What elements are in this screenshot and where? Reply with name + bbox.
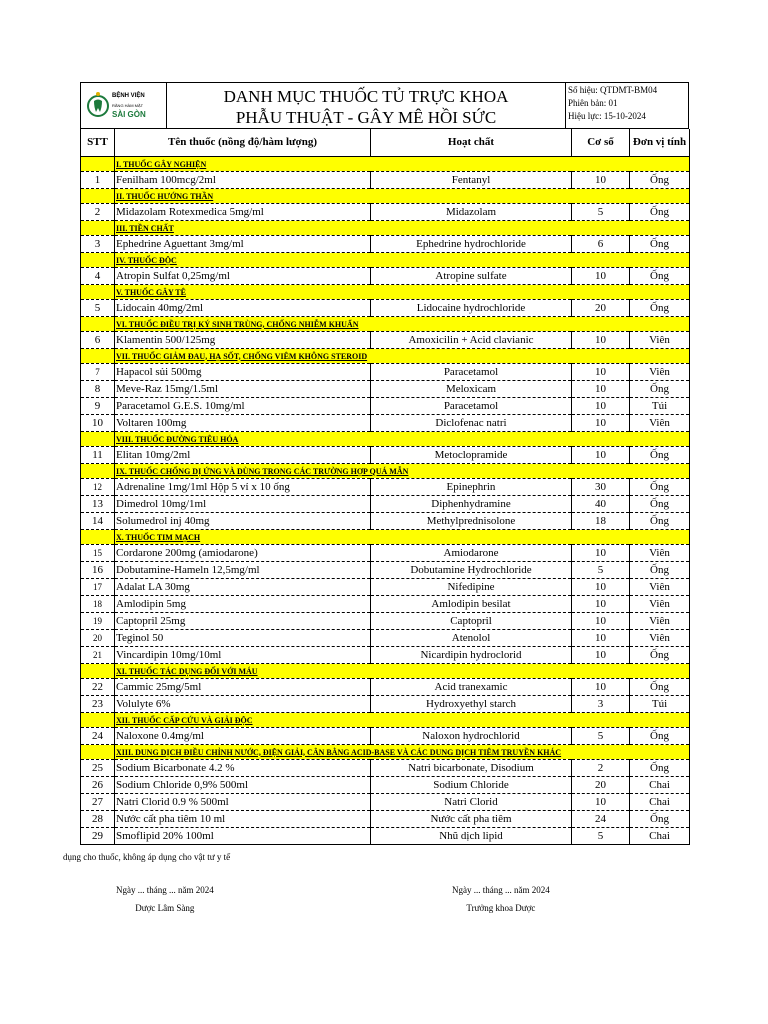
cell-stt: 23 (81, 696, 115, 713)
section-row (81, 157, 690, 172)
cell-stt: 12 (81, 479, 115, 496)
section-spacer (81, 157, 115, 172)
section-spacer (81, 189, 115, 204)
cell-base: 18 (572, 513, 630, 530)
table-row (81, 596, 690, 613)
table-row (81, 268, 690, 285)
left-signature (116, 881, 214, 917)
section-row (81, 664, 690, 679)
section-spacer (81, 664, 115, 679)
cell-stt: 2 (81, 204, 115, 221)
cell-stt: 19 (81, 613, 115, 630)
cell-name: Meve-Raz 15mg/1.5ml (115, 381, 371, 398)
cell-name: Adalat LA 30mg (115, 579, 371, 596)
cell-ingredient: Amlodipin besilat (371, 596, 572, 613)
section-row (81, 349, 690, 364)
cell-base: 10 (572, 268, 630, 285)
table-row (81, 172, 690, 189)
table-row (81, 415, 690, 432)
cell-ingredient: Hydroxyethyl starch (371, 696, 572, 713)
section-row (81, 713, 690, 728)
drug-list-sheet (80, 82, 689, 845)
cell-stt: 13 (81, 496, 115, 513)
cell-name: Midazolam Rotexmedica 5mg/ml (115, 204, 371, 221)
cell-name: Sodium Bicarbonate 4.2 % (115, 760, 371, 777)
section-title: X. THUỐC TIM MẠCH (115, 530, 690, 545)
cell-stt: 25 (81, 760, 115, 777)
cell-base: 2 (572, 760, 630, 777)
cell-stt: 24 (81, 728, 115, 745)
table-row (81, 513, 690, 530)
section-spacer (81, 464, 115, 479)
cell-base: 10 (572, 596, 630, 613)
cell-name: Elitan 10mg/2ml (115, 447, 371, 464)
cell-ingredient: Sodium Chloride (371, 777, 572, 794)
section-spacer (81, 221, 115, 236)
cell-unit: Ống (630, 647, 690, 664)
cell-unit: Ống (630, 447, 690, 464)
logo-line-1: BỆNH VIỆN (112, 93, 145, 99)
title-line-2: PHẪU THUẬT - GÂY MÊ HỒI SỨC (235, 108, 497, 127)
logo-text (112, 92, 146, 119)
section-title: XIII. DUNG DỊCH ĐIỀU CHỈNH NƯỚC, ĐIỆN GIẢI, CÂN BẰNG ACID-BASE VÀ CÁC DUNG DỊCH TIÊM TRUYỀN KHÁC (115, 745, 690, 760)
section-spacer (81, 317, 115, 332)
table-row (81, 398, 690, 415)
cell-name: Atropin Sulfat 0,25mg/ml (115, 268, 371, 285)
section-row (81, 317, 690, 332)
cell-ingredient: Midazolam (371, 204, 572, 221)
cell-ingredient: Nicardipin hydroclorid (371, 647, 572, 664)
cell-ingredient: Naloxon hydrochlorid (371, 728, 572, 745)
cell-ingredient: Natri bicarbonate, Disodium (371, 760, 572, 777)
cell-ingredient: Acid tranexamic (371, 679, 572, 696)
section-title: II. THUỐC HƯỚNG THẦN (115, 189, 690, 204)
cell-name: Smoflipid 20% 100ml (115, 828, 371, 845)
document-header (80, 82, 689, 129)
cell-name: Ephedrine Aguettant 3mg/ml (115, 236, 371, 253)
cell-name: Captopril 25mg (115, 613, 371, 630)
cell-base: 10 (572, 613, 630, 630)
table-row (81, 447, 690, 464)
cell-unit: Ống (630, 300, 690, 317)
cell-stt: 27 (81, 794, 115, 811)
cell-stt: 3 (81, 236, 115, 253)
section-spacer (81, 253, 115, 268)
cell-base: 10 (572, 398, 630, 415)
tooth-logo-icon (87, 91, 109, 121)
section-spacer (81, 432, 115, 447)
cell-ingredient: Atropine sulfate (371, 268, 572, 285)
logo-line-3: SÀI GÒN (112, 110, 146, 119)
section-title: I. THUỐC GÂY NGHIỆN (115, 157, 690, 172)
table-row (81, 679, 690, 696)
table-row (81, 613, 690, 630)
cell-stt: 4 (81, 268, 115, 285)
cell-unit: Viên (630, 579, 690, 596)
table-row (81, 630, 690, 647)
table-row (81, 696, 690, 713)
section-title: IV. THUỐC ĐỘC (115, 253, 690, 268)
cell-unit: Viên (630, 364, 690, 381)
table-row (81, 728, 690, 745)
cell-unit: Ống (630, 268, 690, 285)
cell-stt: 15 (81, 545, 115, 562)
cell-ingredient: Nhũ dịch lipid (371, 828, 572, 845)
cell-unit: Ống (630, 236, 690, 253)
cell-ingredient: Paracetamol (371, 364, 572, 381)
table-row (81, 777, 690, 794)
col-stt: STT (81, 129, 115, 157)
cell-base: 10 (572, 381, 630, 398)
cell-name: Klamentin 500/125mg (115, 332, 371, 349)
table-row (81, 236, 690, 253)
cell-stt: 18 (81, 596, 115, 613)
table-row (81, 579, 690, 596)
section-row (81, 530, 690, 545)
cell-ingredient: Natri Clorid (371, 794, 572, 811)
doc-code: Số hiệu: QTDMT-BM04 (568, 85, 658, 95)
cell-stt: 22 (81, 679, 115, 696)
right-signer: Trưởng khoa Dược (466, 903, 536, 913)
table-row (81, 300, 690, 317)
cell-stt: 11 (81, 447, 115, 464)
cell-name: Hapacol sủi 500mg (115, 364, 371, 381)
cell-unit: Chai (630, 828, 690, 845)
section-spacer (81, 745, 115, 760)
section-spacer (81, 349, 115, 364)
cell-unit: Viên (630, 332, 690, 349)
section-title: IX. THUỐC CHỐNG DỊ ỨNG VÀ DÙNG TRONG CÁC TRƯỜNG HỢP QUÁ MẪN (115, 464, 690, 479)
cell-ingredient: Amiodarone (371, 545, 572, 562)
table-row (81, 647, 690, 664)
cell-base: 10 (572, 364, 630, 381)
cell-base: 10 (572, 332, 630, 349)
cell-unit: Viên (630, 545, 690, 562)
right-signature (452, 881, 550, 917)
cell-stt: 29 (81, 828, 115, 845)
cell-ingredient: Diclofenac natri (371, 415, 572, 432)
cell-base: 10 (572, 579, 630, 596)
col-ingredient: Hoạt chất (371, 129, 572, 157)
section-title: XI. THUỐC TÁC DỤNG ĐỐI VỚI MÁU (115, 664, 690, 679)
cell-name: Adrenaline 1mg/1ml Hộp 5 vỉ x 10 ống (115, 479, 371, 496)
table-row (81, 828, 690, 845)
section-row (81, 745, 690, 760)
logo-line-2: RĂNG HÀM MẶT (112, 103, 144, 108)
cell-ingredient: Nifedipine (371, 579, 572, 596)
cell-ingredient: Dobutamine Hydrochloride (371, 562, 572, 579)
cell-ingredient: Metoclopramide (371, 447, 572, 464)
drug-table-body (81, 157, 690, 845)
cell-name: Amlodipin 5mg (115, 596, 371, 613)
cell-unit: Chai (630, 777, 690, 794)
cell-base: 5 (572, 562, 630, 579)
cell-name: Natri Clorid 0.9 % 500ml (115, 794, 371, 811)
section-title: VII. THUỐC GIẢM ĐAU, HẠ SỐT, CHỐNG VIÊM KHÔNG STEROID (115, 349, 690, 364)
cell-base: 10 (572, 415, 630, 432)
cell-name: Teginol 50 (115, 630, 371, 647)
cell-unit: Túi (630, 398, 690, 415)
cell-base: 5 (572, 204, 630, 221)
cell-stt: 28 (81, 811, 115, 828)
section-title: VI. THUỐC ĐIỀU TRỊ KÝ SINH TRÙNG, CHỐNG NHIỄM KHUẨN (115, 317, 690, 332)
cell-unit: Túi (630, 696, 690, 713)
cell-unit: Viên (630, 596, 690, 613)
cell-stt: 8 (81, 381, 115, 398)
cell-ingredient: Ephedrine hydrochloride (371, 236, 572, 253)
cell-unit: Ống (630, 381, 690, 398)
section-row (81, 189, 690, 204)
cell-unit: Ống (630, 513, 690, 530)
cell-name: Sodium Chloride 0,9% 500ml (115, 777, 371, 794)
cell-unit: Ống (630, 811, 690, 828)
cell-unit: Chai (630, 794, 690, 811)
section-spacer (81, 285, 115, 300)
hospital-logo (81, 83, 167, 128)
title-line-1: DANH MỤC THUỐC TỦ TRỰC KHOA (223, 87, 509, 106)
cell-ingredient: Lidocaine hydrochloride (371, 300, 572, 317)
cell-name: Vincardipin 10mg/10ml (115, 647, 371, 664)
cell-stt: 16 (81, 562, 115, 579)
cell-name: Paracetamol G.E.S. 10mg/ml (115, 398, 371, 415)
cell-base: 10 (572, 447, 630, 464)
cell-name: Naloxone 0.4mg/ml (115, 728, 371, 745)
table-row (81, 794, 690, 811)
cell-base: 10 (572, 794, 630, 811)
right-date: Ngày ... tháng ... năm 2024 (452, 885, 550, 895)
cell-base: 10 (572, 172, 630, 189)
cell-unit: Viên (630, 415, 690, 432)
section-title: III. TIỀN CHẤT (115, 221, 690, 236)
cell-unit: Ống (630, 760, 690, 777)
cell-base: 30 (572, 479, 630, 496)
section-spacer (81, 713, 115, 728)
cell-stt: 14 (81, 513, 115, 530)
cell-name: Dobutamine-Hameln 12,5mg/ml (115, 562, 371, 579)
col-unit: Đơn vị tính (630, 129, 690, 157)
cell-base: 10 (572, 545, 630, 562)
footnote: dụng cho thuốc, không áp dụng cho vật tư y tế (63, 852, 231, 862)
cell-name: Solumedrol inj 40mg (115, 513, 371, 530)
cell-name: Lidocain 40mg/2ml (115, 300, 371, 317)
table-row (81, 381, 690, 398)
cell-base: 6 (572, 236, 630, 253)
cell-base: 20 (572, 777, 630, 794)
table-header-row (81, 129, 690, 157)
cell-unit: Ống (630, 172, 690, 189)
cell-base: 10 (572, 630, 630, 647)
cell-stt: 9 (81, 398, 115, 415)
table-row (81, 562, 690, 579)
cell-ingredient: Diphenhydramine (371, 496, 572, 513)
cell-ingredient: Paracetamol (371, 398, 572, 415)
cell-ingredient: Amoxicilin + Acid clavianic (371, 332, 572, 349)
cell-stt: 6 (81, 332, 115, 349)
cell-unit: Viên (630, 630, 690, 647)
section-row (81, 432, 690, 447)
cell-unit: Ống (630, 562, 690, 579)
cell-unit: Ống (630, 496, 690, 513)
cell-name: Cammic 25mg/5ml (115, 679, 371, 696)
col-base: Cơ số (572, 129, 630, 157)
doc-effective: Hiệu lực: 15-10-2024 (568, 111, 646, 121)
cell-ingredient: Captopril (371, 613, 572, 630)
cell-name: Volulyte 6% (115, 696, 371, 713)
cell-unit: Ống (630, 479, 690, 496)
cell-base: 20 (572, 300, 630, 317)
section-title: V. THUỐC GÂY TÊ (115, 285, 690, 300)
cell-base: 40 (572, 496, 630, 513)
cell-stt: 10 (81, 415, 115, 432)
drug-table (80, 129, 690, 845)
cell-base: 5 (572, 728, 630, 745)
cell-name: Cordarone 200mg (amiodarone) (115, 545, 371, 562)
cell-unit: Viên (630, 613, 690, 630)
cell-name: Nước cất pha tiêm 10 ml (115, 811, 371, 828)
cell-base: 5 (572, 828, 630, 845)
cell-stt: 26 (81, 777, 115, 794)
cell-ingredient: Nước cất pha tiêm (371, 811, 572, 828)
col-name: Tên thuốc (nồng độ/hàm lượng) (115, 129, 371, 157)
section-row (81, 464, 690, 479)
table-row (81, 204, 690, 221)
left-date: Ngày ... tháng ... năm 2024 (116, 885, 214, 895)
cell-base: 10 (572, 647, 630, 664)
section-row (81, 253, 690, 268)
cell-ingredient: Atenolol (371, 630, 572, 647)
cell-stt: 7 (81, 364, 115, 381)
cell-base: 24 (572, 811, 630, 828)
cell-stt: 5 (81, 300, 115, 317)
cell-ingredient: Meloxicam (371, 381, 572, 398)
section-title: XII. THUỐC CẤP CỨU VÀ GIẢI ĐỘC (115, 713, 690, 728)
section-spacer (81, 530, 115, 545)
cell-unit: Ống (630, 679, 690, 696)
table-row (81, 545, 690, 562)
table-row (81, 364, 690, 381)
cell-stt: 21 (81, 647, 115, 664)
table-row (81, 811, 690, 828)
table-row (81, 479, 690, 496)
document-meta (566, 83, 688, 128)
cell-name: Fenilham 100mcg/2ml (115, 172, 371, 189)
cell-ingredient: Epinephrin (371, 479, 572, 496)
cell-stt: 20 (81, 630, 115, 647)
cell-name: Voltaren 100mg (115, 415, 371, 432)
cell-ingredient: Fentanyl (371, 172, 572, 189)
document-title (167, 83, 566, 128)
table-row (81, 496, 690, 513)
cell-stt: 17 (81, 579, 115, 596)
cell-unit: Ống (630, 728, 690, 745)
left-signer: Dược Lâm Sàng (135, 903, 195, 913)
table-row (81, 760, 690, 777)
doc-version: Phiên bản: 01 (568, 98, 618, 108)
cell-stt: 1 (81, 172, 115, 189)
cell-ingredient: Methylprednisolone (371, 513, 572, 530)
section-title: VIII. THUỐC ĐƯỜNG TIÊU HÓA (115, 432, 690, 447)
cell-base: 3 (572, 696, 630, 713)
section-row (81, 285, 690, 300)
cell-name: Dimedrol 10mg/1ml (115, 496, 371, 513)
section-row (81, 221, 690, 236)
table-row (81, 332, 690, 349)
cell-base: 10 (572, 679, 630, 696)
cell-unit: Ống (630, 204, 690, 221)
